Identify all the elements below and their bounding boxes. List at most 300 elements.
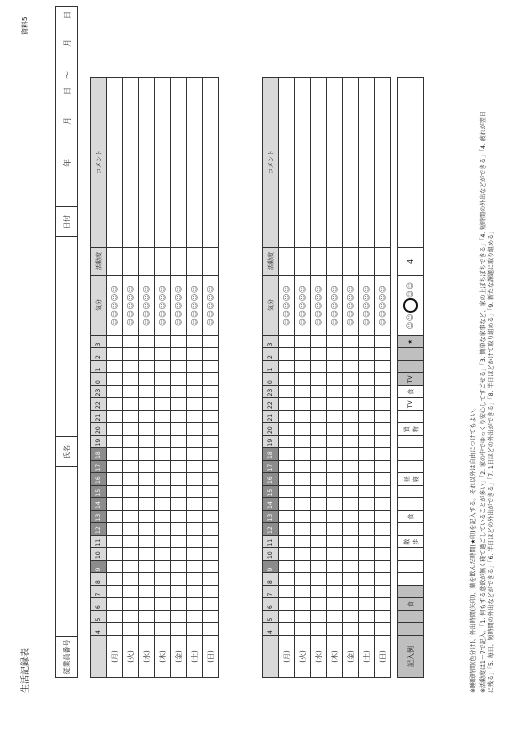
comment-cell[interactable] — [359, 78, 375, 248]
hour-cell[interactable] — [155, 548, 171, 561]
hour-cell[interactable] — [279, 611, 295, 624]
hour-cell[interactable] — [139, 411, 155, 424]
hour-cell[interactable] — [171, 498, 187, 511]
hour-cell[interactable] — [327, 486, 343, 499]
hour-cell[interactable] — [155, 598, 171, 611]
hour-cell[interactable] — [155, 498, 171, 511]
hour-cell[interactable] — [155, 623, 171, 636]
mood-faces[interactable]: ☺☺☺☺☺ — [139, 276, 155, 336]
hour-cell[interactable] — [139, 611, 155, 624]
hour-cell[interactable] — [139, 348, 155, 361]
hour-cell[interactable] — [155, 336, 171, 349]
hour-cell[interactable] — [139, 461, 155, 474]
hour-cell[interactable] — [171, 536, 187, 549]
hour-cell[interactable] — [155, 361, 171, 374]
hour-cell[interactable] — [327, 548, 343, 561]
hour-cell[interactable] — [279, 411, 295, 424]
hour-cell[interactable] — [155, 386, 171, 399]
hour-cell[interactable] — [375, 598, 391, 611]
hour-cell[interactable] — [359, 561, 375, 574]
hour-cell[interactable] — [359, 336, 375, 349]
hour-cell[interactable] — [375, 573, 391, 586]
hour-cell[interactable] — [375, 373, 391, 386]
activity-cell[interactable] — [187, 248, 203, 276]
hour-cell[interactable] — [123, 573, 139, 586]
activity-cell[interactable] — [123, 248, 139, 276]
hour-cell[interactable] — [279, 511, 295, 524]
hour-cell[interactable] — [327, 586, 343, 599]
hour-cell[interactable] — [279, 373, 295, 386]
hour-cell[interactable] — [155, 473, 171, 486]
hour-cell[interactable] — [123, 461, 139, 474]
hour-cell[interactable] — [139, 373, 155, 386]
hour-cell[interactable] — [343, 536, 359, 549]
hour-cell[interactable] — [155, 348, 171, 361]
hour-cell[interactable] — [155, 423, 171, 436]
hour-cell[interactable] — [123, 536, 139, 549]
hour-cell[interactable] — [187, 436, 203, 449]
hour-cell[interactable] — [375, 423, 391, 436]
hour-cell[interactable] — [343, 348, 359, 361]
hour-cell[interactable] — [187, 486, 203, 499]
hour-cell[interactable] — [139, 498, 155, 511]
hour-cell[interactable] — [171, 436, 187, 449]
hour-cell[interactable] — [279, 461, 295, 474]
hour-cell[interactable] — [359, 348, 375, 361]
hour-cell[interactable] — [279, 386, 295, 399]
hour-cell[interactable] — [343, 336, 359, 349]
hour-cell[interactable] — [311, 436, 327, 449]
hour-cell[interactable] — [279, 398, 295, 411]
hour-cell[interactable] — [343, 498, 359, 511]
hour-cell[interactable] — [343, 611, 359, 624]
hour-cell[interactable] — [327, 573, 343, 586]
hour-cell[interactable] — [107, 573, 123, 586]
activity-cell[interactable] — [327, 248, 343, 276]
hour-cell[interactable] — [171, 398, 187, 411]
hour-cell[interactable] — [139, 448, 155, 461]
hour-cell[interactable] — [203, 523, 219, 536]
hour-cell[interactable] — [107, 486, 123, 499]
hour-cell[interactable] — [187, 423, 203, 436]
hour-cell[interactable] — [375, 398, 391, 411]
hour-cell[interactable] — [107, 611, 123, 624]
hour-cell[interactable] — [171, 548, 187, 561]
hour-cell[interactable] — [139, 398, 155, 411]
hour-cell[interactable] — [359, 523, 375, 536]
hour-cell[interactable] — [295, 548, 311, 561]
hour-cell[interactable] — [107, 548, 123, 561]
hour-cell[interactable] — [279, 486, 295, 499]
hour-cell[interactable] — [279, 536, 295, 549]
hour-cell[interactable] — [123, 473, 139, 486]
hour-cell[interactable] — [359, 423, 375, 436]
hour-cell[interactable] — [123, 486, 139, 499]
hour-cell[interactable] — [203, 511, 219, 524]
comment-cell[interactable] — [343, 78, 359, 248]
hour-cell[interactable] — [359, 473, 375, 486]
activity-cell[interactable] — [343, 248, 359, 276]
hour-cell[interactable] — [295, 486, 311, 499]
hour-cell[interactable] — [203, 623, 219, 636]
hour-cell[interactable] — [311, 411, 327, 424]
hour-cell[interactable] — [139, 548, 155, 561]
mood-faces[interactable]: ☺☺☺☺☺ — [359, 276, 375, 336]
hour-cell[interactable] — [343, 548, 359, 561]
hour-cell[interactable] — [343, 361, 359, 374]
hour-cell[interactable] — [359, 411, 375, 424]
hour-cell[interactable] — [311, 361, 327, 374]
hour-cell[interactable] — [343, 586, 359, 599]
hour-cell[interactable] — [311, 536, 327, 549]
hour-cell[interactable] — [311, 423, 327, 436]
hour-cell[interactable] — [155, 586, 171, 599]
hour-cell[interactable] — [187, 361, 203, 374]
hour-cell[interactable] — [359, 386, 375, 399]
comment-cell[interactable] — [311, 78, 327, 248]
hour-cell[interactable] — [107, 561, 123, 574]
hour-cell[interactable] — [187, 411, 203, 424]
hour-cell[interactable] — [327, 448, 343, 461]
hour-cell[interactable] — [171, 373, 187, 386]
hour-cell[interactable] — [327, 461, 343, 474]
hour-cell[interactable] — [327, 511, 343, 524]
hour-cell[interactable] — [327, 498, 343, 511]
hour-cell[interactable] — [343, 561, 359, 574]
hour-cell[interactable] — [375, 511, 391, 524]
hour-cell[interactable] — [107, 536, 123, 549]
hour-cell[interactable] — [279, 473, 295, 486]
hour-cell[interactable] — [311, 448, 327, 461]
hour-cell[interactable] — [375, 448, 391, 461]
hour-cell[interactable] — [343, 398, 359, 411]
hour-cell[interactable] — [375, 523, 391, 536]
hour-cell[interactable] — [375, 548, 391, 561]
hour-cell[interactable] — [203, 461, 219, 474]
hour-cell[interactable] — [155, 573, 171, 586]
hour-cell[interactable] — [203, 498, 219, 511]
hour-cell[interactable] — [295, 348, 311, 361]
hour-cell[interactable] — [295, 611, 311, 624]
hour-cell[interactable] — [359, 536, 375, 549]
comment-cell[interactable] — [155, 78, 171, 248]
hour-cell[interactable] — [107, 461, 123, 474]
hour-cell[interactable] — [107, 423, 123, 436]
hour-cell[interactable] — [295, 448, 311, 461]
hour-cell[interactable] — [295, 473, 311, 486]
hour-cell[interactable] — [187, 511, 203, 524]
mood-faces[interactable]: ☺☺☺☺☺ — [327, 276, 343, 336]
hour-cell[interactable] — [311, 336, 327, 349]
hour-cell[interactable] — [155, 523, 171, 536]
hour-cell[interactable] — [295, 361, 311, 374]
activity-cell[interactable] — [279, 248, 295, 276]
hour-cell[interactable] — [187, 561, 203, 574]
hour-cell[interactable] — [203, 411, 219, 424]
hour-cell[interactable] — [187, 348, 203, 361]
hour-cell[interactable] — [295, 598, 311, 611]
hour-cell[interactable] — [279, 436, 295, 449]
hour-cell[interactable] — [203, 548, 219, 561]
hour-cell[interactable] — [123, 336, 139, 349]
hour-cell[interactable] — [171, 523, 187, 536]
hour-cell[interactable] — [359, 436, 375, 449]
hour-cell[interactable] — [155, 398, 171, 411]
hour-cell[interactable] — [171, 336, 187, 349]
activity-cell[interactable] — [359, 248, 375, 276]
hour-cell[interactable] — [327, 398, 343, 411]
hour-cell[interactable] — [155, 511, 171, 524]
hour-cell[interactable] — [107, 398, 123, 411]
comment-cell[interactable] — [187, 78, 203, 248]
hour-cell[interactable] — [375, 411, 391, 424]
hour-cell[interactable] — [107, 348, 123, 361]
hour-cell[interactable] — [375, 348, 391, 361]
hour-cell[interactable] — [327, 523, 343, 536]
hour-cell[interactable] — [375, 486, 391, 499]
hour-cell[interactable] — [203, 361, 219, 374]
hour-cell[interactable] — [359, 486, 375, 499]
hour-cell[interactable] — [139, 386, 155, 399]
hour-cell[interactable] — [155, 611, 171, 624]
hour-cell[interactable] — [311, 498, 327, 511]
hour-cell[interactable] — [187, 398, 203, 411]
hour-cell[interactable] — [187, 536, 203, 549]
hour-cell[interactable] — [311, 473, 327, 486]
hour-cell[interactable] — [311, 486, 327, 499]
hour-cell[interactable] — [171, 348, 187, 361]
hour-cell[interactable] — [171, 448, 187, 461]
hour-cell[interactable] — [279, 423, 295, 436]
hour-cell[interactable] — [375, 611, 391, 624]
hour-cell[interactable] — [343, 473, 359, 486]
hour-cell[interactable] — [359, 623, 375, 636]
hour-cell[interactable] — [139, 573, 155, 586]
hour-cell[interactable] — [107, 586, 123, 599]
activity-cell[interactable] — [171, 248, 187, 276]
hour-cell[interactable] — [359, 586, 375, 599]
hour-cell[interactable] — [295, 511, 311, 524]
hour-cell[interactable] — [107, 361, 123, 374]
hour-cell[interactable] — [171, 511, 187, 524]
hour-cell[interactable] — [187, 523, 203, 536]
hour-cell[interactable] — [327, 361, 343, 374]
hour-cell[interactable] — [139, 436, 155, 449]
hour-cell[interactable] — [375, 586, 391, 599]
activity-cell[interactable] — [107, 248, 123, 276]
comment-cell[interactable] — [375, 78, 391, 248]
hour-cell[interactable] — [203, 486, 219, 499]
hour-cell[interactable] — [139, 486, 155, 499]
hour-cell[interactable] — [187, 336, 203, 349]
hour-cell[interactable] — [311, 461, 327, 474]
hour-cell[interactable] — [311, 623, 327, 636]
hour-cell[interactable] — [375, 561, 391, 574]
hour-cell[interactable] — [107, 386, 123, 399]
hour-cell[interactable] — [187, 473, 203, 486]
hour-cell[interactable] — [311, 586, 327, 599]
hour-cell[interactable] — [107, 498, 123, 511]
hour-cell[interactable] — [327, 473, 343, 486]
hour-cell[interactable] — [295, 336, 311, 349]
hour-cell[interactable] — [359, 448, 375, 461]
hour-cell[interactable] — [343, 436, 359, 449]
hour-cell[interactable] — [107, 598, 123, 611]
hour-cell[interactable] — [295, 398, 311, 411]
mood-faces[interactable]: ☺☺☺☺☺ — [155, 276, 171, 336]
activity-cell[interactable] — [311, 248, 327, 276]
hour-cell[interactable] — [123, 373, 139, 386]
hour-cell[interactable] — [171, 361, 187, 374]
hour-cell[interactable] — [279, 448, 295, 461]
hour-cell[interactable] — [123, 611, 139, 624]
comment-cell[interactable] — [327, 78, 343, 248]
hour-cell[interactable] — [123, 598, 139, 611]
hour-cell[interactable] — [139, 361, 155, 374]
activity-cell[interactable] — [139, 248, 155, 276]
hour-cell[interactable] — [375, 498, 391, 511]
mood-faces[interactable]: ☺☺☺☺☺ — [187, 276, 203, 336]
hour-cell[interactable] — [327, 373, 343, 386]
hour-cell[interactable] — [295, 536, 311, 549]
activity-cell[interactable] — [155, 248, 171, 276]
hour-cell[interactable] — [187, 611, 203, 624]
hour-cell[interactable] — [123, 348, 139, 361]
hour-cell[interactable] — [203, 336, 219, 349]
hour-cell[interactable] — [155, 561, 171, 574]
hour-cell[interactable] — [327, 411, 343, 424]
hour-cell[interactable] — [279, 548, 295, 561]
mood-faces[interactable]: ☺☺☺☺☺ — [107, 276, 123, 336]
hour-cell[interactable] — [359, 361, 375, 374]
hour-cell[interactable] — [123, 361, 139, 374]
hour-cell[interactable] — [359, 498, 375, 511]
hour-cell[interactable] — [123, 586, 139, 599]
hour-cell[interactable] — [203, 423, 219, 436]
hour-cell[interactable] — [327, 598, 343, 611]
hour-cell[interactable] — [171, 386, 187, 399]
mood-faces[interactable]: ☺☺☺☺☺ — [295, 276, 311, 336]
hour-cell[interactable] — [203, 598, 219, 611]
hour-cell[interactable] — [343, 386, 359, 399]
hour-cell[interactable] — [203, 473, 219, 486]
hour-cell[interactable] — [343, 423, 359, 436]
hour-cell[interactable] — [171, 586, 187, 599]
hour-cell[interactable] — [107, 473, 123, 486]
hour-cell[interactable] — [139, 336, 155, 349]
hour-cell[interactable] — [123, 498, 139, 511]
hour-cell[interactable] — [139, 511, 155, 524]
hour-cell[interactable] — [107, 436, 123, 449]
hour-cell[interactable] — [171, 473, 187, 486]
hour-cell[interactable] — [359, 511, 375, 524]
hour-cell[interactable] — [107, 373, 123, 386]
hour-cell[interactable] — [187, 573, 203, 586]
activity-cell[interactable] — [375, 248, 391, 276]
comment-cell[interactable] — [107, 78, 123, 248]
hour-cell[interactable] — [375, 461, 391, 474]
hour-cell[interactable] — [171, 623, 187, 636]
hour-cell[interactable] — [375, 436, 391, 449]
hour-cell[interactable] — [375, 386, 391, 399]
hour-cell[interactable] — [311, 523, 327, 536]
hour-cell[interactable] — [187, 448, 203, 461]
activity-cell[interactable] — [295, 248, 311, 276]
hour-cell[interactable] — [343, 623, 359, 636]
hour-cell[interactable] — [107, 336, 123, 349]
hour-cell[interactable] — [139, 598, 155, 611]
hour-cell[interactable] — [203, 348, 219, 361]
hour-cell[interactable] — [279, 336, 295, 349]
hour-cell[interactable] — [203, 373, 219, 386]
hour-cell[interactable] — [123, 511, 139, 524]
hour-cell[interactable] — [155, 536, 171, 549]
mood-faces[interactable]: ☺☺☺☺☺ — [343, 276, 359, 336]
hour-cell[interactable] — [155, 373, 171, 386]
hour-cell[interactable] — [139, 536, 155, 549]
hour-cell[interactable] — [155, 436, 171, 449]
hour-cell[interactable] — [279, 623, 295, 636]
hour-cell[interactable] — [187, 498, 203, 511]
hour-cell[interactable] — [171, 411, 187, 424]
hour-cell[interactable] — [171, 598, 187, 611]
hour-cell[interactable] — [171, 561, 187, 574]
hour-cell[interactable] — [311, 598, 327, 611]
hour-cell[interactable] — [295, 411, 311, 424]
hour-cell[interactable] — [343, 448, 359, 461]
hour-cell[interactable] — [327, 423, 343, 436]
hour-cell[interactable] — [279, 498, 295, 511]
hour-cell[interactable] — [311, 561, 327, 574]
hour-cell[interactable] — [295, 623, 311, 636]
hour-cell[interactable] — [295, 373, 311, 386]
hour-cell[interactable] — [295, 423, 311, 436]
hour-cell[interactable] — [343, 486, 359, 499]
hour-cell[interactable] — [123, 448, 139, 461]
hour-cell[interactable] — [375, 473, 391, 486]
comment-cell[interactable] — [123, 78, 139, 248]
hour-cell[interactable] — [295, 461, 311, 474]
hour-cell[interactable] — [187, 548, 203, 561]
hour-cell[interactable] — [107, 511, 123, 524]
hour-cell[interactable] — [343, 461, 359, 474]
comment-cell[interactable] — [295, 78, 311, 248]
hour-cell[interactable] — [375, 336, 391, 349]
hour-cell[interactable] — [311, 386, 327, 399]
hour-cell[interactable] — [203, 386, 219, 399]
mood-faces[interactable]: ☺☺☺☺☺ — [311, 276, 327, 336]
hour-cell[interactable] — [279, 523, 295, 536]
hour-cell[interactable] — [171, 423, 187, 436]
hour-cell[interactable] — [187, 623, 203, 636]
hour-cell[interactable] — [171, 461, 187, 474]
hour-cell[interactable] — [203, 573, 219, 586]
hour-cell[interactable] — [295, 498, 311, 511]
hour-cell[interactable] — [203, 448, 219, 461]
hour-cell[interactable] — [279, 561, 295, 574]
hour-cell[interactable] — [311, 398, 327, 411]
hour-cell[interactable] — [327, 623, 343, 636]
hour-cell[interactable] — [295, 523, 311, 536]
hour-cell[interactable] — [359, 461, 375, 474]
hour-cell[interactable] — [375, 536, 391, 549]
hour-cell[interactable] — [311, 548, 327, 561]
comment-cell[interactable] — [203, 78, 219, 248]
hour-cell[interactable] — [155, 448, 171, 461]
hour-cell[interactable] — [123, 623, 139, 636]
hour-cell[interactable] — [311, 573, 327, 586]
hour-cell[interactable] — [359, 373, 375, 386]
